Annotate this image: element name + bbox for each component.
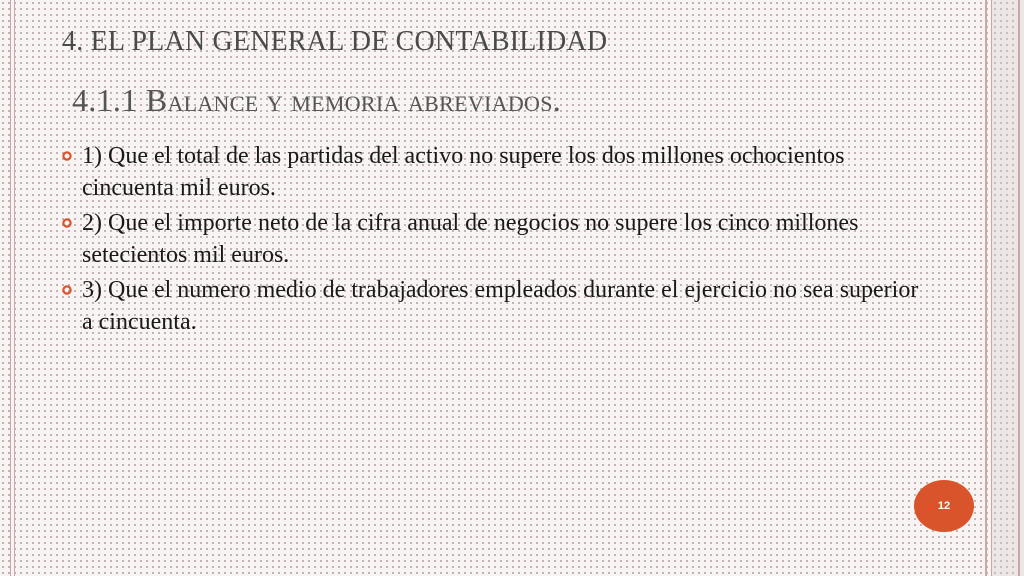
bullet-item — [62, 140, 922, 204]
left-border-line — [10, 0, 11, 576]
ring-bullet-icon — [62, 218, 72, 228]
right-border-line — [985, 0, 987, 576]
bullet-text: 2) Que el importe neto de la cifra anual de negocios no supere los cinco millones setecientos mil euros. — [82, 210, 859, 268]
page-number-badge — [914, 480, 974, 532]
left-border-line-inner — [14, 0, 15, 576]
bullet-list — [62, 140, 922, 341]
right-strip-line — [1018, 0, 1020, 576]
page-number: 12 — [937, 500, 951, 512]
ring-bullet-icon — [62, 151, 72, 161]
bullet-item — [62, 207, 922, 271]
bullet-text: 1) Que el total de las partidas del activo no supere los dos millones ochocientos cincuenta mil euros. — [82, 143, 845, 201]
slide-subtitle: 4.1.1 Balance y memoria abreviados. — [72, 82, 562, 118]
slide-title: 4. EL PLAN GENERAL DE CONTABILIDAD — [62, 26, 608, 57]
bullet-item — [62, 274, 922, 338]
bullet-text: 3) Que el numero medio de trabajadores empleados durante el ejercicio no sea superior a cincuenta. — [82, 277, 919, 335]
ring-bullet-icon — [62, 285, 72, 295]
